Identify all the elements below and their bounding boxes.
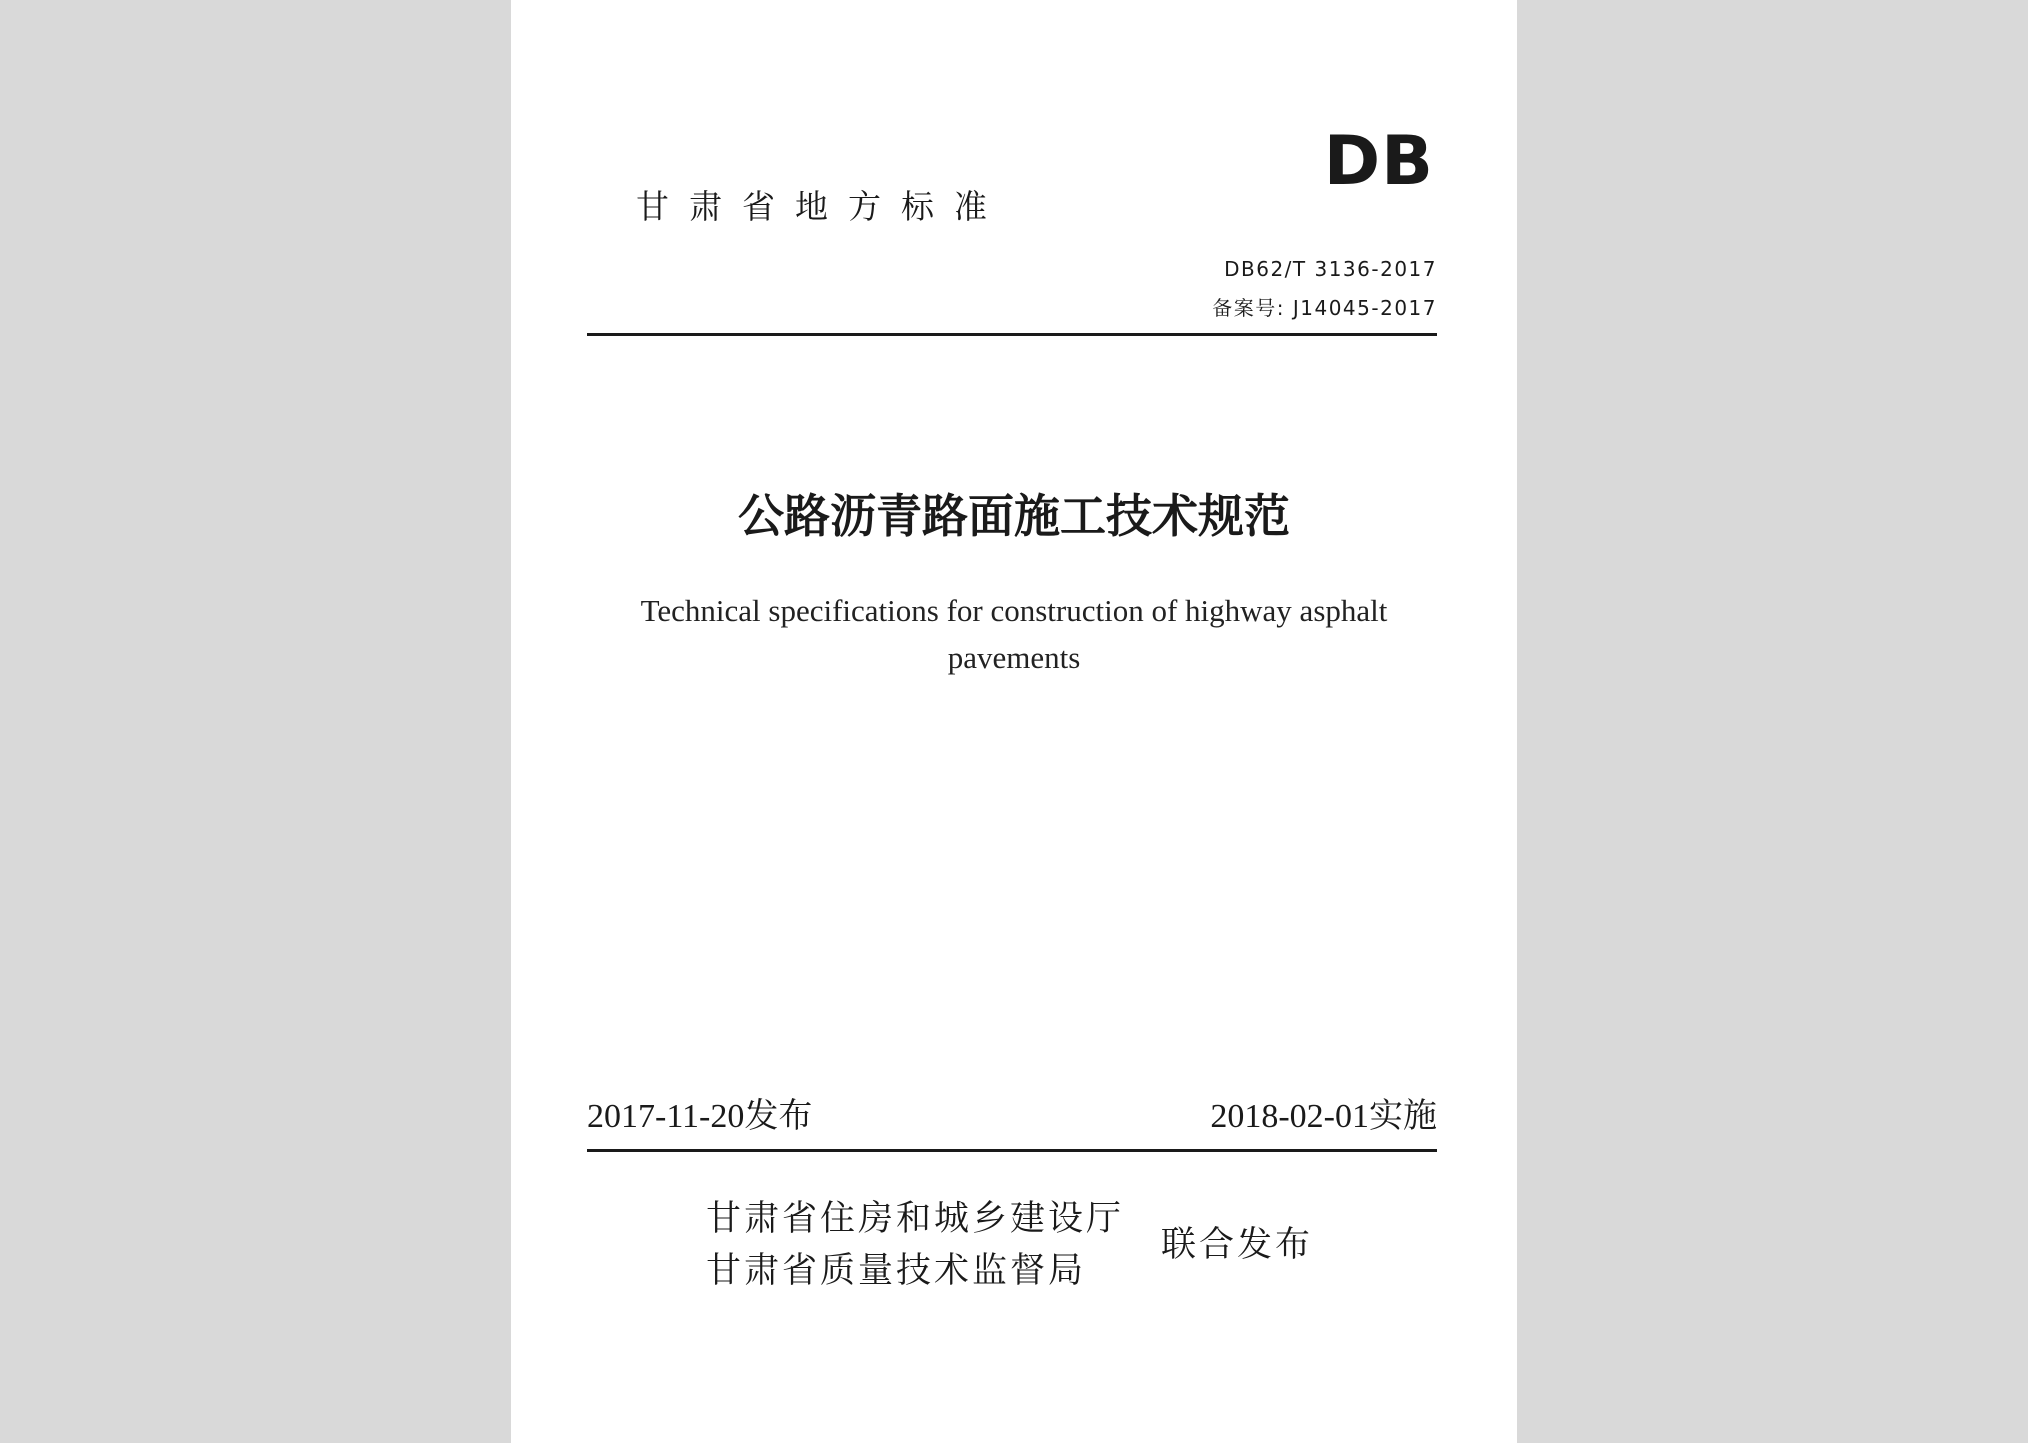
title-english-line-1: Technical specifications for construction of highway asphalt (640, 593, 1388, 628)
record-number: 备案号: J14045-2017 (1212, 296, 1437, 320)
issuer-housing-department: 甘肃省住房和城乡建设厅 (706, 1199, 1125, 1239)
standard-number: DB62/T 3136-2017 (1224, 257, 1437, 281)
issue-date: 2017-11-20发布 (587, 1098, 813, 1135)
title-english-line-2: pavements (947, 640, 1081, 675)
effective-date: 2018-02-01实施 (1210, 1098, 1437, 1135)
db-mark: DB (1323, 122, 1434, 201)
title-chinese: 公路沥青路面施工技术规范 (738, 489, 1290, 543)
top-divider (587, 333, 1437, 336)
joint-release-label: 联合发布 (1161, 1225, 1314, 1265)
issuer-quality-bureau: 甘肃省质量技术监督局 (706, 1251, 1087, 1291)
title-english (511, 587, 1517, 681)
bottom-divider (587, 1149, 1437, 1152)
standard-category: 甘肃省地方标准 (636, 187, 1007, 226)
document-page (511, 0, 1517, 1443)
